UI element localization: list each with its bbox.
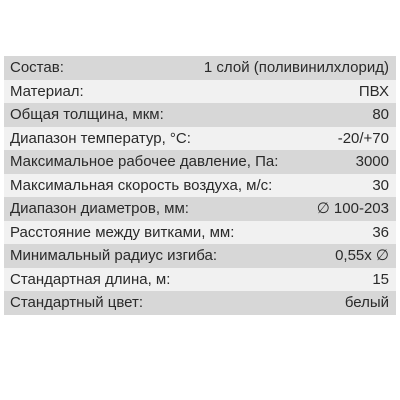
spec-label: Диапазон температур, °С: [10,129,191,147]
spec-row-thickness [4,103,396,127]
spec-value: 80 [372,106,389,124]
spec-row-composition [4,56,396,80]
spec-row-material [4,80,396,104]
spec-label: Расстояние между витками, мм: [10,223,235,241]
spec-label: Стандартная длина, м: [10,270,171,288]
spec-row-temperature-range [4,127,396,151]
spec-value: 3000 [355,153,389,171]
spec-label: Материал: [10,82,84,100]
spec-row-standard-length [4,268,396,292]
spec-value: ∅ 100-203 [316,200,389,218]
spec-value: 30 [372,176,389,194]
spec-label: Стандартный цвет: [10,294,144,312]
spec-label: Состав: [10,59,64,77]
spec-row-coil-spacing [4,221,396,245]
spec-value: 15 [372,270,389,288]
spec-row-max-pressure [4,150,396,174]
spec-value: -20/+70 [337,129,389,147]
spec-value: ПВХ [358,82,389,100]
spec-row-max-air-speed [4,174,396,198]
spec-value: 36 [372,223,389,241]
spec-label: Максимальная скорость воздуха, м/с: [10,176,273,194]
spec-label: Диапазон диаметров, мм: [10,200,189,218]
spec-row-diameter-range [4,197,396,221]
spec-label: Минимальный радиус изгиба: [10,247,218,265]
spec-value: белый [344,294,389,312]
spec-value: 1 слой (поливинилхлорид) [203,59,389,77]
spec-row-standard-color [4,291,396,315]
spec-value: 0,55x ∅ [335,247,389,265]
spec-label: Общая толщина, мкм: [10,106,164,124]
spec-row-min-bend-radius [4,244,396,268]
spec-table [4,56,396,315]
spec-label: Максимальное рабочее давление, Па: [10,153,279,171]
